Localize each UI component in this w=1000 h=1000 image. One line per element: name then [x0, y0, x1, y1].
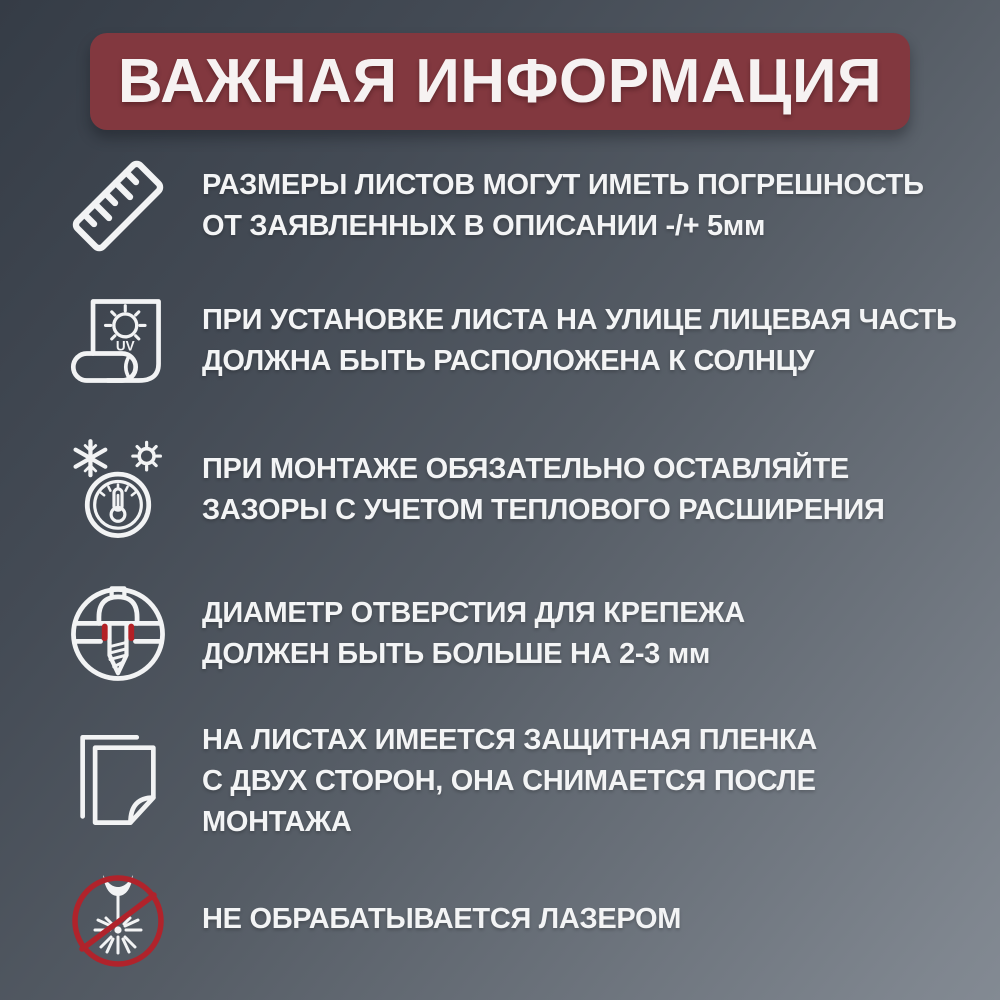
info-text	[202, 165, 924, 247]
protective-film-icon	[60, 729, 176, 833]
page-title	[90, 33, 910, 130]
info-line: ПРИ УСТАНОВКЕ ЛИСТА НА УЛИЦЕ ЛИЦЕВАЯ ЧАСТЬ	[202, 304, 957, 336]
no-laser-icon	[60, 869, 176, 969]
info-line: ДОЛЖНА БЫТЬ РАСПОЛОЖЕНА К СОЛНЦУ	[202, 345, 815, 377]
info-row-hole-diameter	[60, 576, 970, 692]
info-text	[202, 449, 884, 531]
ruler-icon	[60, 153, 176, 259]
info-row-thermal-gap	[60, 432, 970, 548]
info-line: НА ЛИСТАХ ИМЕЕТСЯ ЗАЩИТНАЯ ПЛЕНКА	[202, 723, 818, 756]
info-row-uv-side	[60, 284, 970, 398]
info-text	[202, 899, 681, 940]
info-line: МОНТАЖА	[202, 805, 352, 838]
uv-sheet-icon	[60, 289, 176, 393]
info-line: С ДВУХ СТОРОН, ОНА СНИМАЕТСЯ ПОСЛЕ	[202, 764, 816, 797]
thermal-expansion-icon	[60, 437, 176, 543]
info-line: ДОЛЖЕН БЫТЬ БОЛЬШЕ НА 2-3 мм	[202, 638, 711, 670]
info-line: НЕ ОБРАБАТЫВАЕТСЯ ЛАЗЕРОМ	[202, 902, 682, 935]
info-line: РАЗМЕРЫ ЛИСТОВ МОГУТ ИМЕТЬ ПОГРЕШНОСТЬ	[202, 169, 924, 201]
info-row-sheet-tolerance	[60, 151, 970, 261]
info-row-no-laser	[60, 863, 970, 975]
info-line: ЗАЗОРЫ С УЧЕТОМ ТЕПЛОВОГО РАСШИРЕНИЯ	[202, 494, 885, 526]
info-line: ДИАМЕТР ОТВЕРСТИЯ ДЛЯ КРЕПЕЖА	[202, 597, 745, 629]
uv-label: UV	[115, 338, 135, 354]
info-text	[202, 720, 817, 843]
info-line: ПРИ МОНТАЖЕ ОБЯЗАТЕЛЬНО ОСТАВЛЯЙТЕ	[202, 453, 849, 485]
info-text	[202, 593, 745, 675]
info-line: ОТ ЗАЯВЛЕННЫХ В ОПИСАНИИ -/+ 5мм	[202, 210, 766, 242]
info-row-protective-film	[60, 722, 970, 840]
page-title-text: ВАЖНАЯ ИНФОРМАЦИЯ	[117, 47, 883, 116]
screw-hole-icon	[60, 581, 176, 687]
info-text	[202, 300, 957, 382]
